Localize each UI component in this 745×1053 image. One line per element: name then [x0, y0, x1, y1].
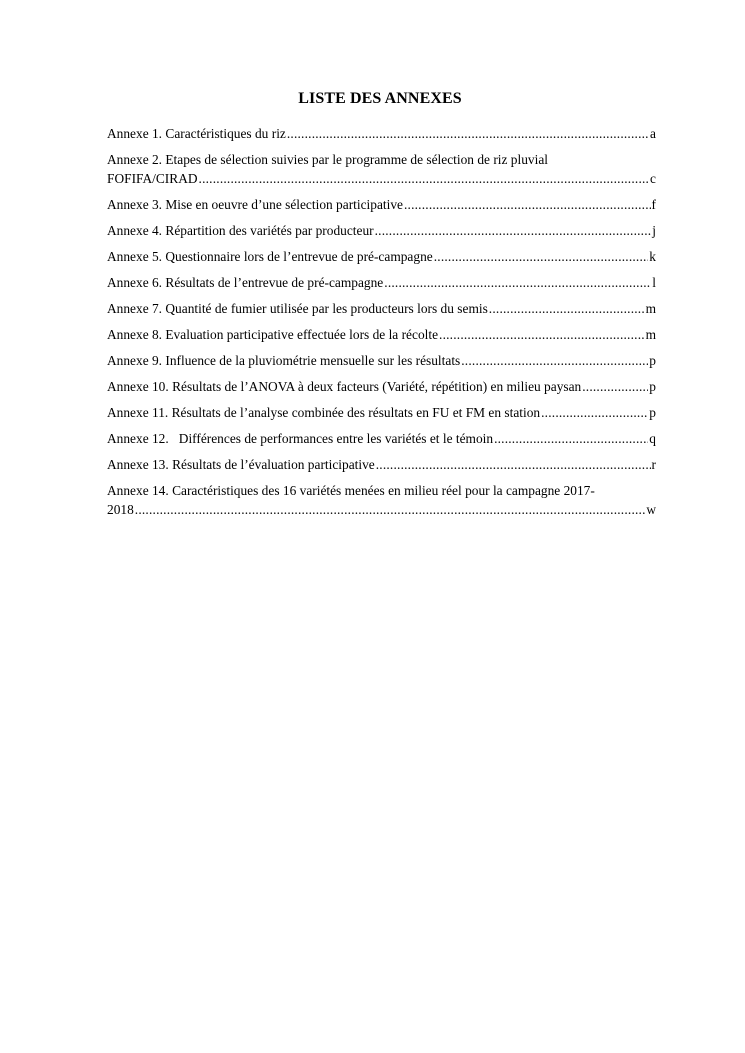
annex-entry-label: Annexe 5. Questionnaire lors de l’entrevue de pré-campagne: [107, 249, 433, 264]
dot-leader: [582, 377, 648, 396]
annex-entry-label: Annexe 1. Caractéristiques du riz: [107, 126, 286, 141]
annex-entry-2[interactable]: [107, 150, 656, 188]
annex-page-ref: k: [649, 249, 656, 264]
annex-entry-8[interactable]: [107, 325, 656, 344]
dot-leader: [287, 124, 649, 143]
annex-entry-label: Annexe 10. Résultats de l’ANOVA à deux facteurs (Variété, répétition) en milieu paysan: [107, 379, 582, 394]
annex-page-ref: p: [649, 379, 656, 394]
dot-leader: [404, 195, 651, 214]
annex-page-ref: a: [650, 126, 656, 141]
annex-page-ref: p: [649, 353, 656, 368]
dot-leader: [541, 403, 648, 422]
annex-page-ref: r: [651, 457, 656, 472]
dot-leader: [384, 273, 651, 292]
annex-page-ref: m: [645, 327, 656, 342]
annex-entry-5[interactable]: [107, 247, 656, 266]
annex-entry-6[interactable]: [107, 273, 656, 292]
annex-page-ref: j: [652, 223, 656, 238]
annex-entry-label: Annexe 6. Résultats de l’entrevue de pré-campagne: [107, 275, 384, 290]
dot-leader: [434, 247, 649, 266]
annex-entry-14[interactable]: [107, 481, 656, 519]
dot-leader: [461, 351, 648, 370]
annex-page-ref: p: [649, 405, 656, 420]
annex-page-ref: q: [649, 431, 656, 446]
annex-entry-13[interactable]: [107, 455, 656, 474]
annex-entry-label: FOFIFA/CIRAD: [107, 171, 198, 186]
annex-entry-10[interactable]: [107, 377, 656, 396]
dot-leader: [375, 221, 652, 240]
annex-page-ref: m: [645, 301, 656, 316]
annex-entry-7[interactable]: [107, 299, 656, 318]
annex-entry-label: Annexe 8. Evaluation participative effectuée lors de la récolte: [107, 327, 439, 342]
annex-entry-label-line1: Annexe 14. Caractéristiques des 16 variétés menées en milieu réel pour la campagne 2017-: [107, 483, 595, 498]
annex-entry-label: Annexe 3. Mise en oeuvre d’une sélection participative: [107, 197, 403, 212]
annex-page-ref: w: [646, 502, 656, 517]
annex-entry-11[interactable]: [107, 403, 656, 422]
page-title: LISTE DES ANNEXES: [298, 90, 462, 107]
annex-entry-label-line1: Annexe 2. Etapes de sélection suivies par le programme de sélection de riz pluvial: [107, 152, 548, 167]
annex-entry-label: Annexe 9. Influence de la pluviométrie mensuelle sur les résultats: [107, 353, 461, 368]
annex-entry-label: Annexe 11. Résultats de l’analyse combinée des résultats en FU et FM en station: [107, 405, 541, 420]
annex-entry-3[interactable]: [107, 195, 656, 214]
annex-page-ref: c: [650, 171, 656, 186]
annex-entry-1[interactable]: [107, 124, 656, 143]
annex-entry-label: Annexe 4. Répartition des variétés par producteur: [107, 223, 374, 238]
annex-entry-label: Annexe 13. Résultats de l’évaluation participative: [107, 457, 375, 472]
dot-leader: [439, 325, 645, 344]
dot-leader: [489, 299, 645, 318]
dot-leader: [494, 429, 648, 448]
annex-entry-12[interactable]: [107, 429, 656, 448]
dot-leader: [199, 169, 650, 188]
annex-page-ref: l: [652, 275, 656, 290]
annex-page-ref: f: [651, 197, 656, 212]
dot-leader: [376, 455, 651, 474]
annex-entry-label: 2018: [107, 502, 134, 517]
annex-entry-4[interactable]: [107, 221, 656, 240]
annex-list: [107, 124, 656, 526]
dot-leader: [135, 500, 646, 519]
annex-entry-label: Annexe 7. Quantité de fumier utilisée par les producteurs lors du semis: [107, 301, 488, 316]
annex-entry-label: Annexe 12. Différences de performances entre les variétés et le témoin: [107, 431, 494, 446]
annex-entry-9[interactable]: [107, 351, 656, 370]
